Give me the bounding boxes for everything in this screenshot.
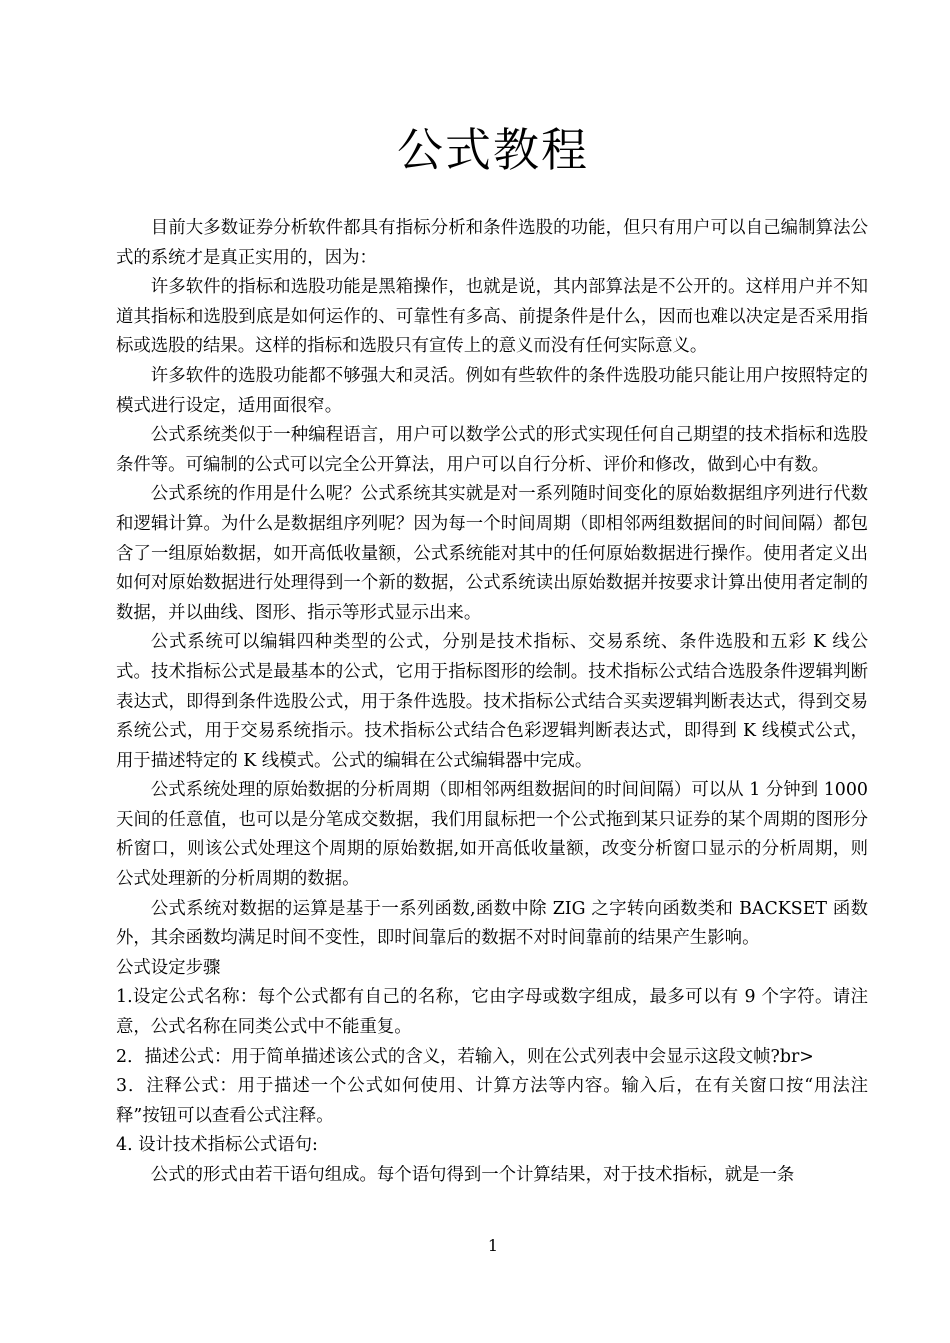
paragraph: 公式系统类似于一种编程语言，用户可以数学公式的形式实现任何自己期望的技术指标和选股条件等。可编制的公式可以完全公开算法，用户可以自行分析、评价和修改，做到心中有数。: [116, 425, 868, 475]
paragraph: 公式系统处理的原始数据的分析周期（即相邻两组数据间的时间间隔）可以从 1 分钟到 1000 天间的任意值，也可以是分笔成交数据，我们用鼠标把一个公式拖到某只证券的某个周期的图形分析窗口，则该公式处理这个周期的原始数据,如开高低收量额，改变分析窗口显示的分析周期，则公式处理新的分析周期的数据。: [116, 780, 868, 890]
section-heading: 公式设定步骤: [116, 957, 221, 978]
page-number: 1: [487, 1236, 499, 1255]
page-title: 公式教程: [397, 123, 589, 177]
paragraph: 许多软件的选股功能都不够强大和灵活。例如有些软件的条件选股功能只能让用户按照特定的模式进行设定，适用面很窄。: [116, 365, 868, 416]
paragraph: 许多软件的指标和选股功能是黑箱操作，也就是说，其内部算法是不公开的。这样用户并不知道其指标和选股到底是如何运作的、可靠性有多高、前提条件是什么，因而也难以决定是否采用指标或选股的结果。这样的指标和选股只有宣传上的意义而没有任何实际意义。: [116, 277, 868, 357]
list-item: 2．描述公式：用于简单描述该公式的含义，若输入，则在公式列表中会显示这段文帧?br>: [116, 1046, 814, 1067]
document-body: [116, 214, 868, 1191]
paragraph: 目前大多数证券分析软件都具有指标分析和条件选股的功能，但只有用户可以自己编制算法公式的系统才是真正实用的，因为：: [116, 218, 868, 268]
paragraph: 公式系统的作用是什么呢？公式系统其实就是对一系列随时间变化的原始数据组序列进行代数和逻辑计算。为什么是数据组序列呢？因为每一个时间周期（即相邻两组数据间的时间间隔）都包含了一组原始数据，如开高低收量额，公式系统能对其中的任何原始数据进行操作。使用者定义出如何对原始数据进行处理得到一个新的数据，公式系统读出原始数据并按要求计算出使用者定制的数据，并以曲线、图形、指示等形式显示出来。: [116, 484, 868, 623]
list-item: 3．注释公式：用于描述一个公式如何使用、计算方法等内容。输入后，在有关窗口按“用法注释”按钮可以查看公式注释。: [116, 1076, 868, 1126]
paragraph: 公式系统可以编辑四种类型的公式，分别是技术指标、交易系统、条件选股和五彩 K 线公式。技术指标公式是最基本的公式，它用于指标图形的绘制。技术指标公式结合选股条件逻辑判断表达式，即得到条件选股公式，用于条件选股。技术指标公式结合买卖逻辑判断表达式，得到交易系统公式，用于交易系统指示。技术指标公式结合色彩逻辑判断表达式，即得到 K 线模式公式，用于描述特定的 K 线模式。公式的编辑在公式编辑器中完成。: [116, 632, 868, 771]
list-item: 4. 设计技术指标公式语句:: [116, 1135, 318, 1156]
paragraph: 公式系统对数据的运算是基于一系列函数,函数中除 ZIG 之字转向函数类和 BACKSET 函数外，其余函数均满足时间不变性，即时间靠后的数据不对时间靠前的结果产生影响。: [116, 898, 868, 949]
list-item: 1.设定公式名称：每个公式都有自己的名称，它由字母或数字组成，最多可以有 9 个字符。请注意，公式名称在同类公式中不能重复。: [116, 987, 868, 1038]
paragraph: 公式的形式由若干语句组成。每个语句得到一个计算结果，对于技术指标，就是一条: [150, 1165, 795, 1185]
